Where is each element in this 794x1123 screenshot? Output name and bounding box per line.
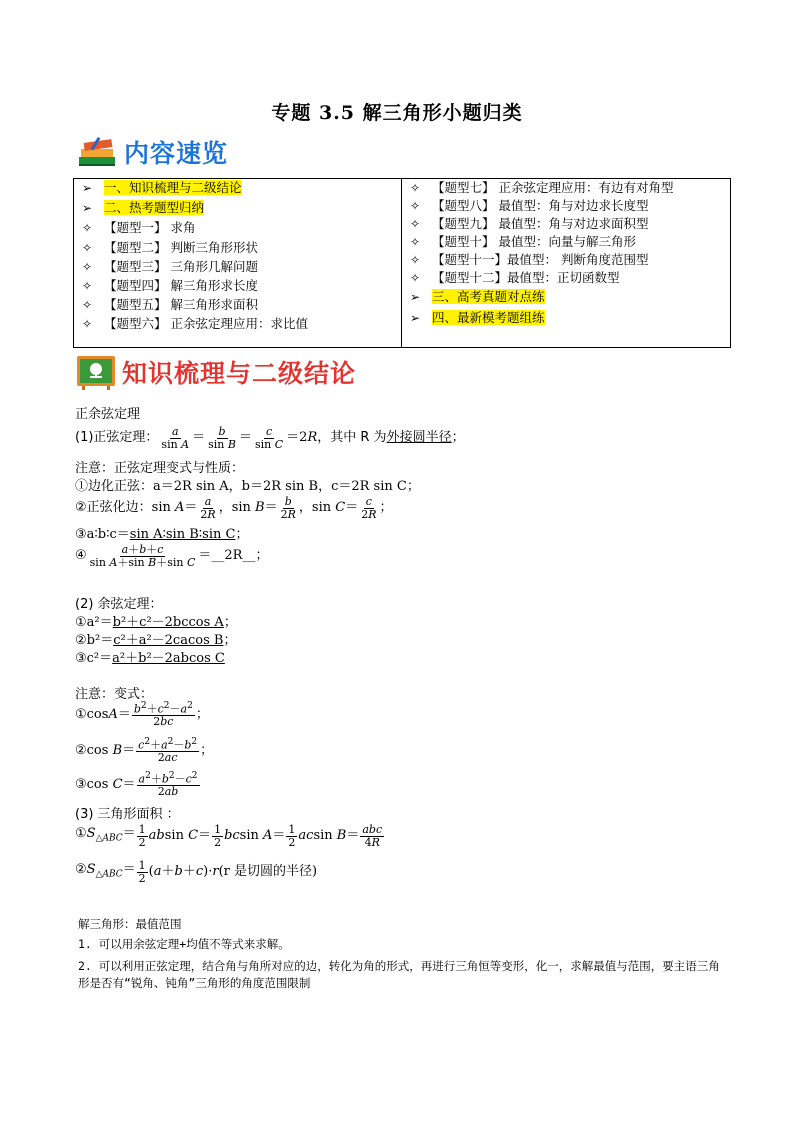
area-formula-1: $①S_{\triangle ABC}=$ $\frac{1}{2}$ absin C＝ $\frac{1}{2}$ bcsin A＝ $\frac{1}{2}$ acsin B＝ $\frac{\text{abc}}{4R}$ bbox=[75, 823, 383, 849]
cosB-formula: ②cos B＝ $\frac{c^2+a^2-b^2}{2ac}$ ； bbox=[75, 737, 214, 765]
overview-header bbox=[76, 134, 228, 170]
toc-item-label: 【题型九】 最值型：角与对边求面积型 bbox=[432, 216, 649, 231]
fraction-half: $\frac{1}{2}$ bbox=[138, 859, 146, 885]
toc-item[interactable] bbox=[82, 239, 258, 257]
diamond-bullet-icon: ✧ bbox=[82, 279, 93, 293]
range-notes-title: 解三角形：最值范围 bbox=[78, 917, 182, 931]
fraction-half: $\frac{1}{2}$ bbox=[138, 823, 146, 849]
diamond-bullet-icon: ✧ bbox=[410, 235, 421, 249]
arrow-bullet-icon: ➢ bbox=[82, 181, 93, 195]
arrow-bullet-icon: ➢ bbox=[410, 311, 421, 325]
fraction-sum-sines: $\frac{a+b+c}{\text{sin A＋sin B＋sin C}}$ bbox=[89, 543, 196, 569]
fraction-b-2R: $\frac{b}{2R}$ bbox=[280, 495, 296, 521]
toc-item[interactable] bbox=[410, 233, 636, 251]
cos-item-prefix: ②b²＝ bbox=[75, 633, 114, 648]
fraction-abc-4R: $\frac{\text{abc}}{4R}$ bbox=[362, 823, 383, 849]
ratio-line bbox=[75, 526, 248, 544]
sine-law-line: (1)正弦定理： $\frac{a}{\text{sin A}}$ ＝ $\frac{b}{\text{sin B}}$ ＝ $\frac{c}{\text{sin C}}$ ＝2R ，其中 R 为 外接圆半径 ； bbox=[75, 425, 465, 451]
range-note-2: 2. 可以利用正弦定理，结合角与角所对应的边，转化为角的形式，再进行三角恒等变形，化一，求解最值与范围，要主语三角形是否有“锐角、钝角”三角形的角度范围限制 bbox=[78, 959, 720, 990]
toc-item-label: 三、高考真题对点练 bbox=[432, 289, 545, 304]
toc-item-label: 【题型八】 最值型：角与对边求长度型 bbox=[432, 198, 649, 213]
fraction-half: $\frac{1}{2}$ bbox=[214, 823, 222, 849]
diamond-bullet-icon: ✧ bbox=[410, 271, 421, 285]
toc-item-label: 二、热考题型归纳 bbox=[104, 200, 205, 215]
diamond-bullet-icon: ✧ bbox=[82, 221, 93, 235]
area-title: (3) 三角形面积 ： bbox=[75, 807, 180, 822]
chalkboard-icon bbox=[76, 354, 116, 390]
ratio-prefix: ③a∶b∶c＝ bbox=[75, 527, 130, 542]
fraction-c-2R: $\frac{c}{2R}$ bbox=[361, 495, 377, 521]
toc-item[interactable] bbox=[82, 296, 258, 314]
sine-to-edge-line: ②正弦化边： sin A＝ $\frac{a}{2R}$ ，sin B＝ $\frac{b}{2R}$ ，sin C＝ $\frac{c}{2R}$ ； bbox=[75, 495, 393, 521]
toc-item[interactable] bbox=[82, 179, 242, 197]
books-icon bbox=[76, 135, 120, 169]
toc-item[interactable] bbox=[410, 251, 648, 269]
toc-item-label: 四、最新模考题组练 bbox=[432, 310, 545, 325]
cos-item-prefix: ③c²＝ bbox=[75, 651, 113, 666]
toc-item[interactable] bbox=[82, 219, 195, 237]
note-variants: 注意：正弦定理变式与性质： bbox=[75, 461, 245, 476]
diamond-bullet-icon: ✧ bbox=[410, 217, 421, 231]
toc-item[interactable] bbox=[82, 277, 258, 295]
sum-ratio-line: ④ $\frac{a+b+c}{\text{sin A＋sin B＋sin C}}$ ＝ __2R__ ； bbox=[75, 543, 269, 569]
toc-right-column bbox=[402, 179, 730, 347]
sum-end: ； bbox=[255, 548, 269, 564]
diamond-bullet-icon: ✧ bbox=[82, 241, 93, 255]
ratio-end: ； bbox=[235, 527, 249, 542]
diamond-bullet-icon: ✧ bbox=[410, 253, 421, 267]
overview-heading: 内容速览 bbox=[124, 139, 229, 168]
diamond-bullet-icon: ✧ bbox=[82, 298, 93, 312]
toc-item-label: 【题型七】 正余弦定理应用：有边有对角型 bbox=[432, 180, 674, 195]
page-title: 专题 3.5 解三角形小题归类 bbox=[271, 102, 523, 124]
toc-item-label: 【题型三】 三角形几解问题 bbox=[104, 259, 258, 274]
arrow-bullet-icon: ➢ bbox=[410, 290, 421, 304]
law-title: 正余弦定理 bbox=[75, 407, 141, 422]
fraction-b-sinB: $\frac{b}{\text{sin B}}$ bbox=[208, 425, 236, 451]
toc-item[interactable] bbox=[410, 309, 545, 327]
toc-item[interactable] bbox=[82, 315, 308, 333]
toc-item[interactable] bbox=[410, 215, 648, 233]
knowledge-heading: 知识梳理与二级结论 bbox=[122, 359, 357, 388]
sine-law-mid: ，其中 R 为 bbox=[317, 430, 387, 446]
toc-left-column bbox=[74, 179, 402, 347]
toc-item-label: 【题型十一】最值型： 判断角度范围型 bbox=[432, 252, 649, 267]
cos-item-end: ； bbox=[223, 615, 237, 630]
fraction-half: $\frac{1}{2}$ bbox=[288, 823, 296, 849]
area-formula-2: $②S_{\triangle ABC}=$ $\frac{1}{2}$ (a＋b＋c)·r (r 是切圆的半径) bbox=[75, 859, 318, 885]
sine-law-blank: 外接圆半径 bbox=[386, 430, 452, 446]
cos-law-item bbox=[75, 650, 225, 668]
ratio-value: sin A∶sin B∶sin C bbox=[129, 527, 236, 542]
toc-item[interactable] bbox=[82, 258, 258, 276]
diamond-bullet-icon: ✧ bbox=[410, 199, 421, 213]
toc-item-label: 【题型十二】最值型：正切函数型 bbox=[432, 270, 620, 285]
fraction-cosA: $\frac{b^2+c^2-a^2}{2bc}$ bbox=[133, 701, 193, 729]
toc-item-label: 【题型十】 最值型：向量与解三角形 bbox=[432, 234, 636, 249]
cos-item-end: ； bbox=[223, 633, 237, 648]
diamond-bullet-icon: ✧ bbox=[410, 181, 421, 195]
fraction-a-2R: $\frac{a}{2R}$ bbox=[200, 495, 216, 521]
cos-item-prefix: ①a²＝ bbox=[75, 615, 113, 630]
fraction-cosC: $\frac{a^2+b^2-c^2}{2ab}$ bbox=[138, 771, 198, 799]
toc-table bbox=[73, 178, 731, 348]
cos-law-title: (2) 余弦定理： bbox=[75, 597, 163, 612]
edge-to-sine: ①边化正弦：a＝2R sin A，b＝2R sin B，c＝2R sin C； bbox=[75, 479, 420, 494]
toc-item-label: 【题型五】 解三角形求面积 bbox=[104, 297, 258, 312]
sine-to-edge-label: ②正弦化边： bbox=[75, 500, 152, 516]
toc-item-label: 【题型二】 判断三角形形状 bbox=[104, 240, 258, 255]
toc-item[interactable] bbox=[82, 199, 204, 217]
diamond-bullet-icon: ✧ bbox=[82, 260, 93, 274]
toc-item-label: 一、知识梳理与二级结论 bbox=[104, 180, 242, 195]
fraction-a-sinA: $\frac{a}{\text{sin A}}$ bbox=[161, 425, 190, 451]
toc-item-label: 【题型一】 求角 bbox=[104, 220, 196, 235]
sum-value: __2R__ bbox=[211, 548, 256, 564]
cos-item-value: b²＋c²－2bccos A bbox=[112, 615, 224, 630]
fraction-cosB: $\frac{c^2+a^2-b^2}{2ac}$ bbox=[138, 737, 198, 765]
fraction-c-sinC: $\frac{c}{\text{sin C}}$ bbox=[255, 425, 284, 451]
toc-item[interactable] bbox=[410, 288, 545, 306]
sum-prefix: ④ bbox=[75, 548, 87, 564]
toc-item[interactable] bbox=[410, 179, 673, 197]
diamond-bullet-icon: ✧ bbox=[82, 317, 93, 331]
cosA-formula: ①cosA＝ $\frac{b^2+c^2-a^2}{2bc}$ ； bbox=[75, 701, 209, 729]
sine-law-label: (1)正弦定理： bbox=[75, 430, 159, 446]
cosC-formula: ③cos C＝ $\frac{a^2+b^2-c^2}{2ab}$ bbox=[75, 771, 198, 799]
cos-law-item bbox=[75, 614, 237, 632]
arrow-bullet-icon: ➢ bbox=[82, 201, 93, 215]
toc-item[interactable] bbox=[410, 197, 648, 215]
cos-item-value: a²＋b²－2abcos C bbox=[112, 651, 225, 666]
toc-item-label: 【题型六】 正余弦定理应用：求比值 bbox=[104, 316, 308, 331]
range-note-1: 1. 可以用余弦定理+均值不等式来求解。 bbox=[78, 937, 290, 951]
cos-law-item bbox=[75, 632, 236, 650]
sine-law-end: ； bbox=[451, 430, 465, 446]
cos-variant-note: 注意：变式： bbox=[75, 687, 154, 702]
cos-item-value: c²＋a²－2cacos B bbox=[113, 633, 224, 648]
toc-item-label: 【题型四】 解三角形求长度 bbox=[104, 278, 258, 293]
toc-item[interactable] bbox=[410, 269, 620, 287]
area-note: (r 是切圆的半径) bbox=[218, 864, 318, 880]
knowledge-header bbox=[76, 354, 356, 390]
